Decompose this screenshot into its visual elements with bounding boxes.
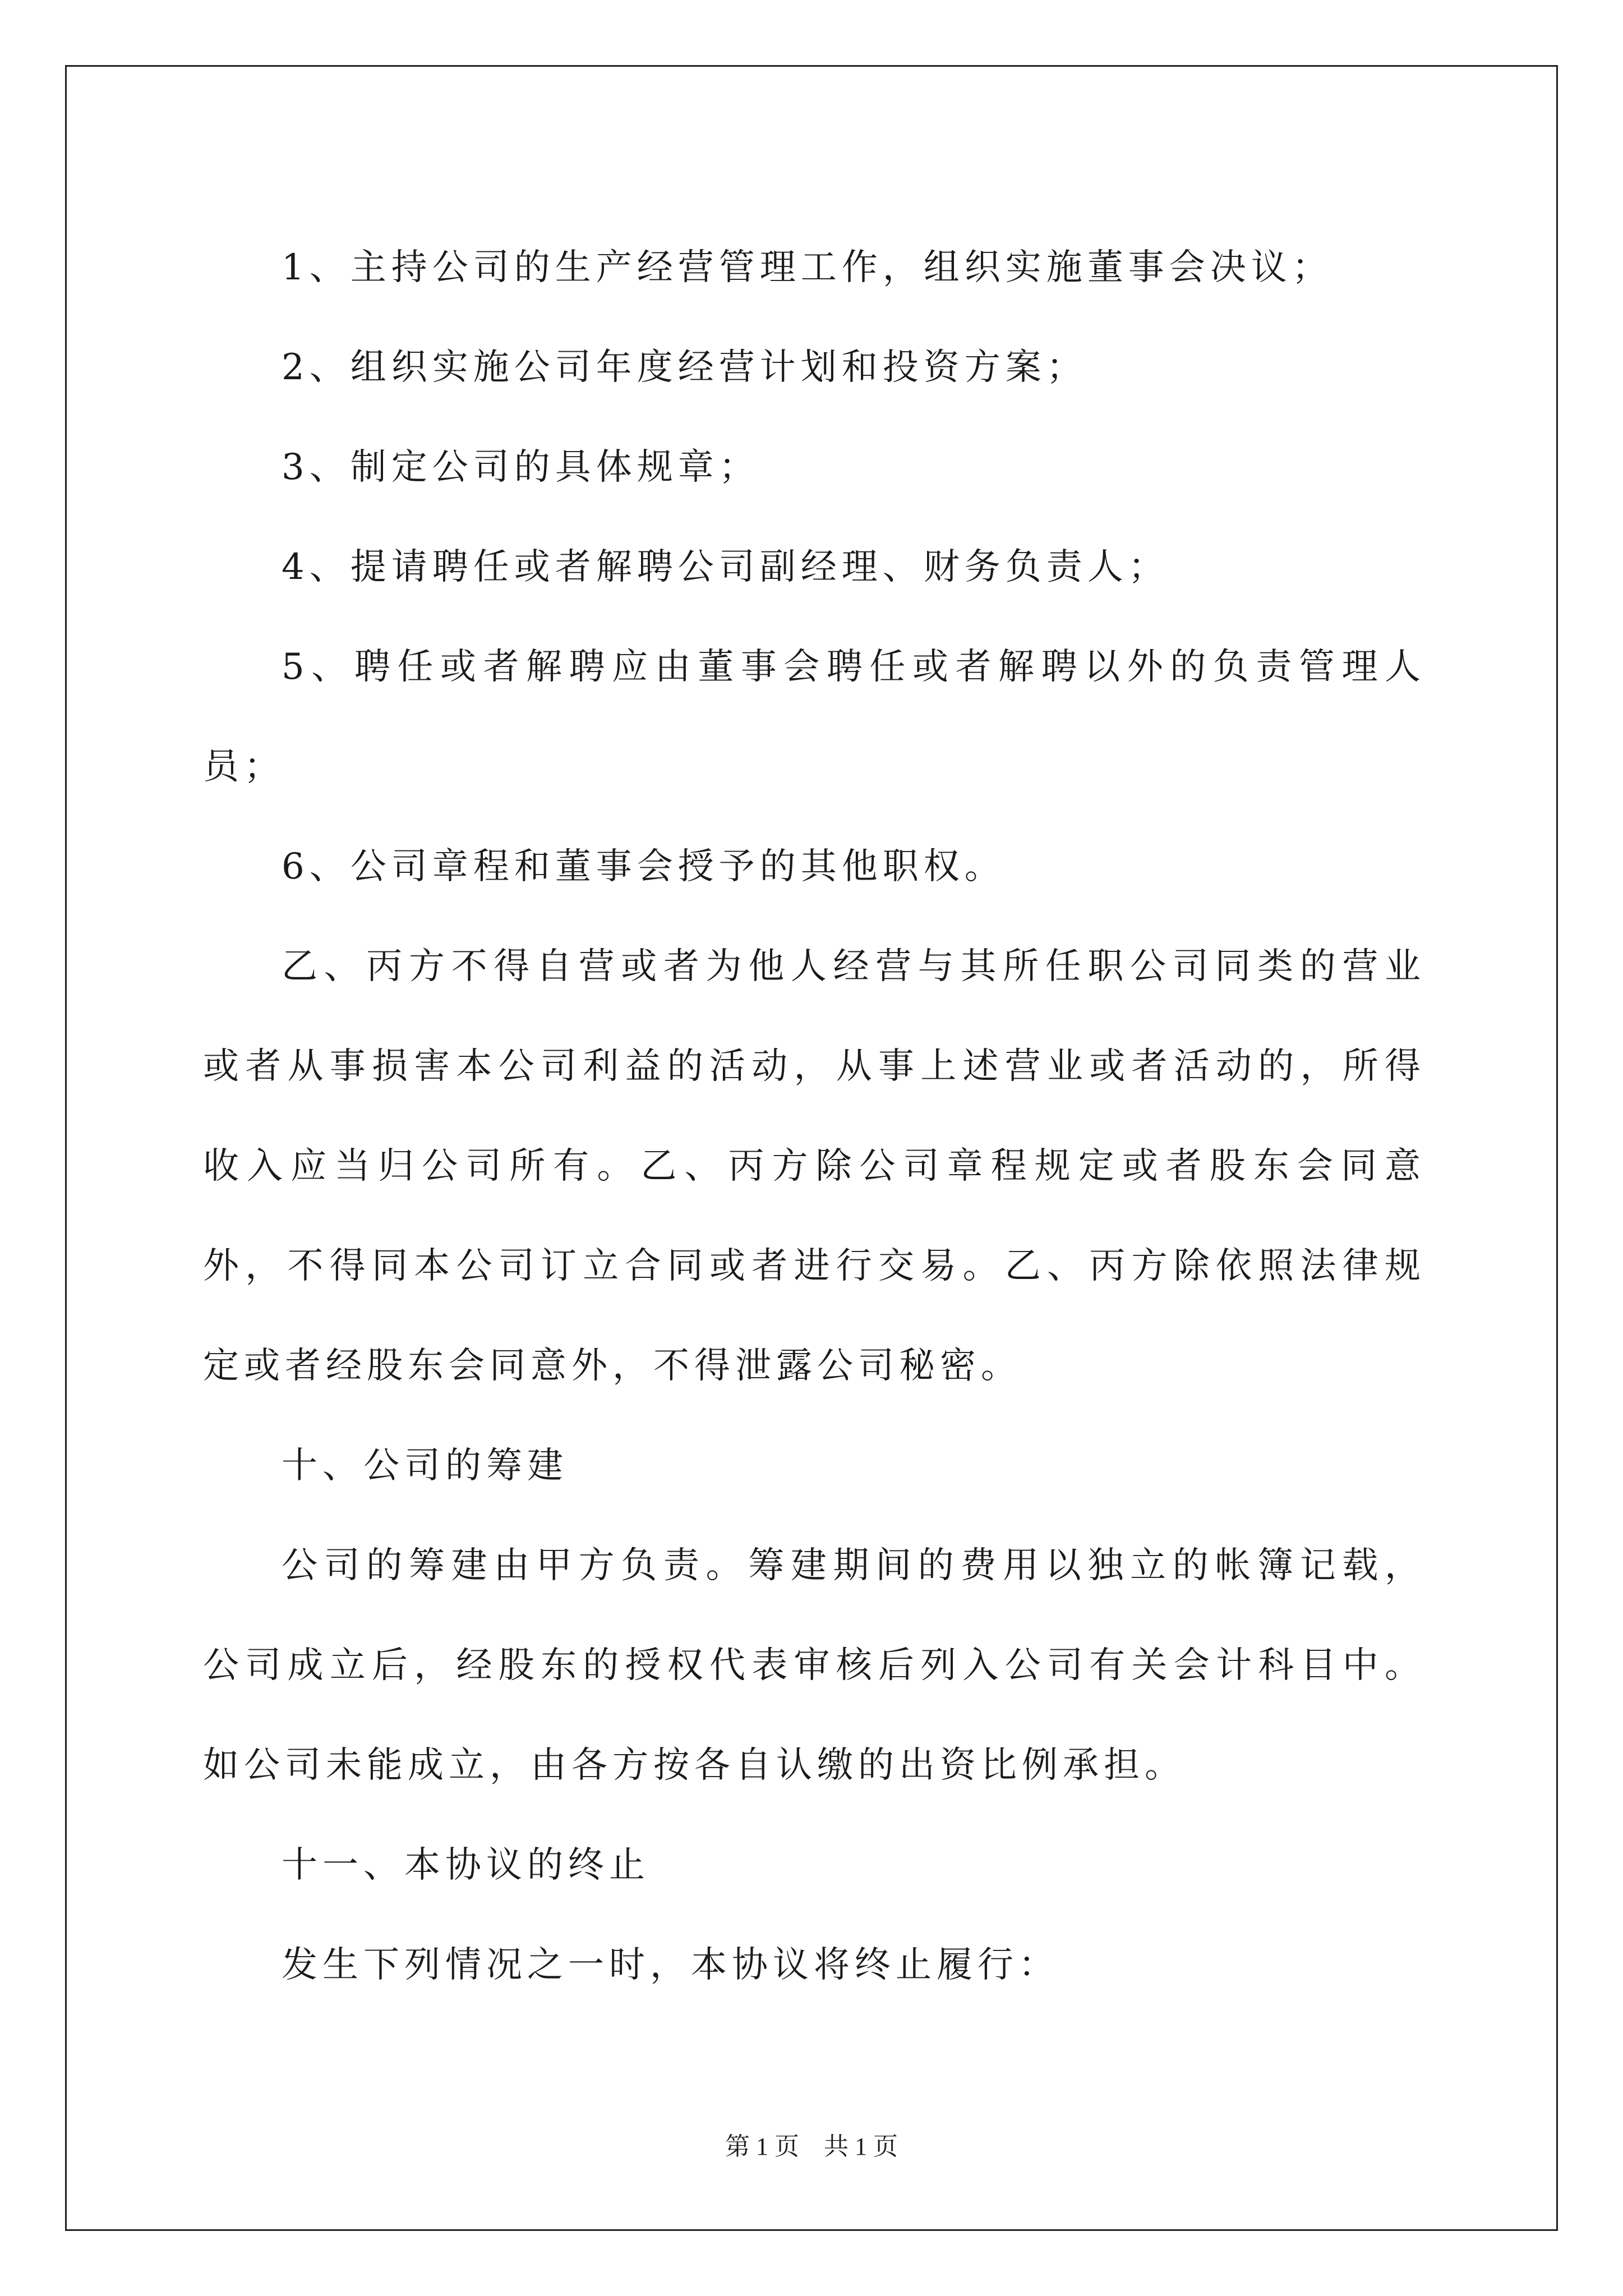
- paragraph-termination-intro: 发生下列情况之一时，本协议将终止履行：: [282, 1944, 1059, 1986]
- paragraph-duty-5: 5、聘任或者解聘应由董事会聘任或者解聘以外的负责管理人员；: [203, 646, 1426, 788]
- page-number-footer: 第 1 页 共 1 页: [725, 2133, 898, 2160]
- paragraph-preparation: 公司的筹建由甲方负责。筹建期间的费用以独立的帐簿记载，公司成立后，经股东的授权代表审核后列入公司有关会计科目中。如公司未能成立，由各方按各自认缴的出资比例承担。: [203, 1545, 1426, 1786]
- paragraph-duty-2: 2、组织实施公司年度经营计划和投资方案；: [282, 347, 1087, 388]
- document-body: [203, 218, 1426, 2015]
- paragraph-duty-6: 6、公司章程和董事会授予的其他职权。: [282, 846, 1006, 887]
- paragraph-duty-4: 4、提请聘任或者解聘公司副经理、财务负责人；: [282, 546, 1169, 588]
- section-heading-preparation: 十、公司的筹建: [282, 1445, 568, 1487]
- section-heading-termination: 十一、本协议的终止: [282, 1844, 650, 1886]
- paragraph-non-compete: 乙、丙方不得自营或者为他人经营与其所任职公司同类的营业或者从事损害本公司利益的活动，从事上述营业或者活动的，所得收入应当归公司所有。乙、丙方除公司章程规定或者股东会同意外，不得同本公司订立合同或者进行交易。乙、丙方除依照法律规定或者经股东会同意外，不得泄露公司秘密。: [203, 946, 1426, 1387]
- paragraph-duty-3: 3、制定公司的具体规章；: [282, 447, 760, 488]
- paragraph-duty-1: 1、主持公司的生产经营管理工作，组织实施董事会决议；: [282, 247, 1333, 288]
